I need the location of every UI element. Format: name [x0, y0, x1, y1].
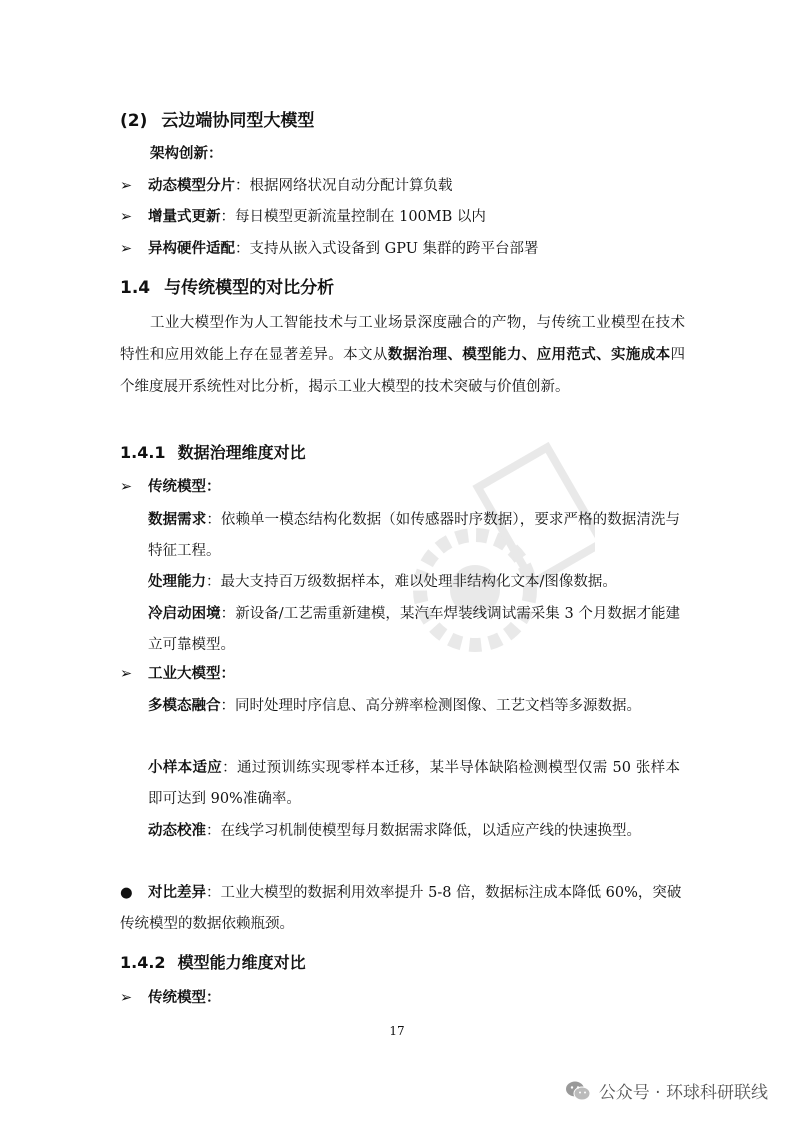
section-heading-1-4-2: 1.4.2 模型能力维度对比 — [120, 953, 306, 972]
sub-item: 冷启动困境：新设备/工艺需重新建模，某汽车焊装线调试需采集 3 个月数据才能建立可靠模型。 — [148, 605, 681, 653]
sub-item: 多模态融合：同时处理时序信息、高分辨率检测图像、工艺文档等多源数据。 — [148, 697, 641, 714]
list-item-traditional: ➢ 传统模型： — [120, 989, 221, 1006]
page-number: 17 — [389, 1024, 405, 1038]
section-heading-1-4: 1.4 与传统模型的对比分析 — [120, 278, 335, 298]
section-paragraph: 工业大模型作为人工智能技术与工业场景深度融合的产物，与传统工业模型在技术特性和应用效能上存在显著差异。本文从数据治理、模型能力、应用范式、实施成本四个维度展开系统性对比分析，揭示工业大模型的技术突破与价值创新。 — [120, 315, 686, 395]
section-heading-2: (2) 云边端协同型大模型 — [120, 111, 315, 131]
comparison-difference: ● 对比差异：工业大模型的数据利用效率提升 5-8 倍，数据标注成本降低 60%，突破传统模型的数据依赖瓶颈。 — [120, 884, 682, 932]
footer-account: 公众号 · 环球科研联线 — [565, 1078, 768, 1103]
sub-item: 处理能力：最大支持百万级数据样本，难以处理非结构化文本/图像数据。 — [148, 573, 617, 590]
sub-item: 小样本适应：通过预训练实现零样本迁移，某半导体缺陷检测模型仅需 50 张样本即可达到 90%准确率。 — [148, 759, 681, 807]
wechat-icon — [565, 1080, 591, 1102]
list-item: ➢ 异构硬件适配：支持从嵌入式设备到 GPU 集群的跨平台部署 — [120, 240, 539, 257]
architecture-innovation-label: 架构创新： — [150, 145, 223, 162]
list-item-traditional: ➢ 传统模型： — [120, 478, 221, 495]
list-item: ➢ 增量式更新：每日模型更新流量控制在 100MB 以内 — [120, 208, 486, 225]
sub-item: 动态校准：在线学习机制使模型每月数据需求降低，以适应产线的快速换型。 — [148, 822, 641, 839]
list-item: ➢ 动态模型分片：根据网络状况自动分配计算负载 — [120, 177, 453, 194]
sub-item: 数据需求：依赖单一模态结构化数据（如传感器时序数据），要求严格的数据清洗与特征工程。 — [148, 511, 681, 559]
section-heading-1-4-1: 1.4.1 数据治理维度对比 — [120, 443, 306, 462]
list-item-industrial: ➢ 工业大模型： — [120, 665, 235, 682]
